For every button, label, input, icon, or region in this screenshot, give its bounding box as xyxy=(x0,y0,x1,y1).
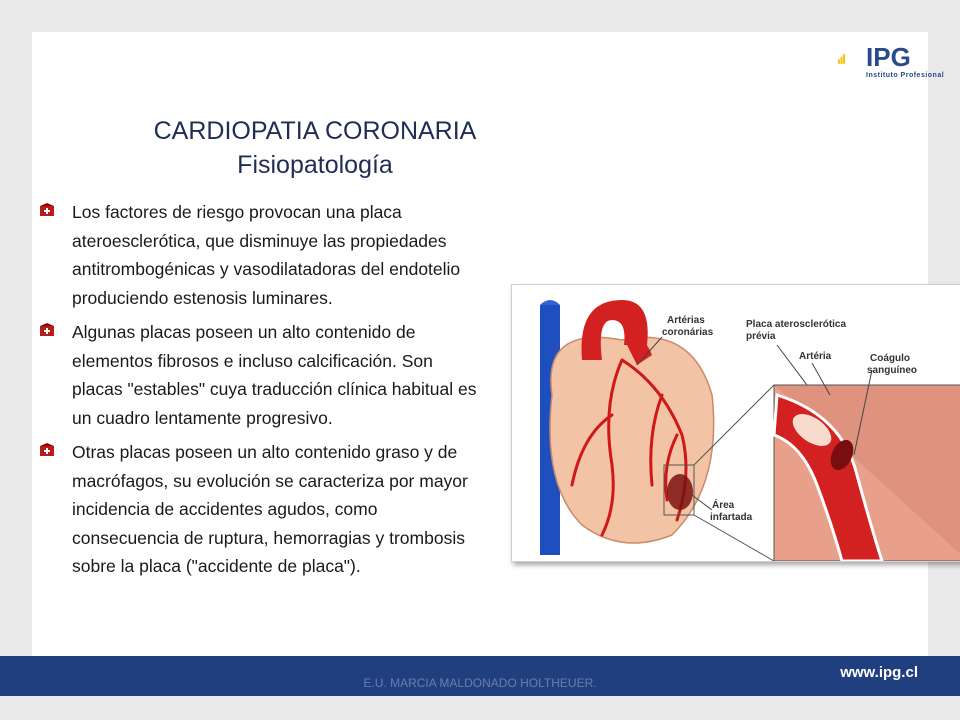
logo-name: IPG xyxy=(866,42,911,72)
label-area-1: Área xyxy=(712,500,735,511)
bullet-text: Otras placas poseen un alto contenido graso y de macrófagos, su evolución se caracteriza por mayor incidencia de accidentes agudos, como consecuencia de ruptura, hemorragias y trombosis sobre la placa ("accidente de placa"). xyxy=(72,442,468,576)
title-line-2: Fisiopatología xyxy=(237,151,393,179)
bullet-item xyxy=(38,438,488,581)
slide-title xyxy=(130,114,500,182)
label-clot-2: sanguíneo xyxy=(867,365,918,376)
label-clot-1: Coágulo xyxy=(870,353,910,364)
bullet-text: Los factores de riesgo provocan una placa ateroesclerótica, que disminuye las propiedades antitrombogénicas y vasodilatadoras del endotelio produciendo estenosis luminares. xyxy=(72,202,461,308)
heart-medical-icon xyxy=(38,443,56,457)
label-area-2: infartada xyxy=(710,512,753,523)
bullet-item xyxy=(38,318,488,432)
bullet-item xyxy=(38,198,488,312)
label-plaque-1: Placa aterosclerótica xyxy=(746,319,847,330)
footer-author: E.U. MARCIA MALDONADO HOLTHEUER. xyxy=(363,676,597,690)
label-plaque-2: prévia xyxy=(746,331,776,342)
heart-medical-icon xyxy=(38,203,56,217)
logo-subtitle: Instituto Profesional xyxy=(866,72,945,79)
heart-diagram xyxy=(512,285,960,561)
ipg-logo xyxy=(838,44,864,76)
footer-url[interactable]: www.ipg.cl xyxy=(840,664,918,681)
bullet-text: Algunas placas poseen un alto contenido de elementos fibrosos e incluso calcificación. Son placas "estables" cuya traducción clínica habitual es un cuadro lentamente progresivo. xyxy=(72,322,477,428)
label-arteries-1: Artérias xyxy=(667,315,705,326)
heart-medical-icon xyxy=(38,323,56,337)
heart-illustration xyxy=(511,284,960,562)
label-artery: Artéria xyxy=(799,351,832,362)
bullet-list xyxy=(38,198,488,587)
label-arteries-2: coronárias xyxy=(662,327,714,338)
title-line-1: CARDIOPATIA CORONARIA xyxy=(153,117,477,145)
